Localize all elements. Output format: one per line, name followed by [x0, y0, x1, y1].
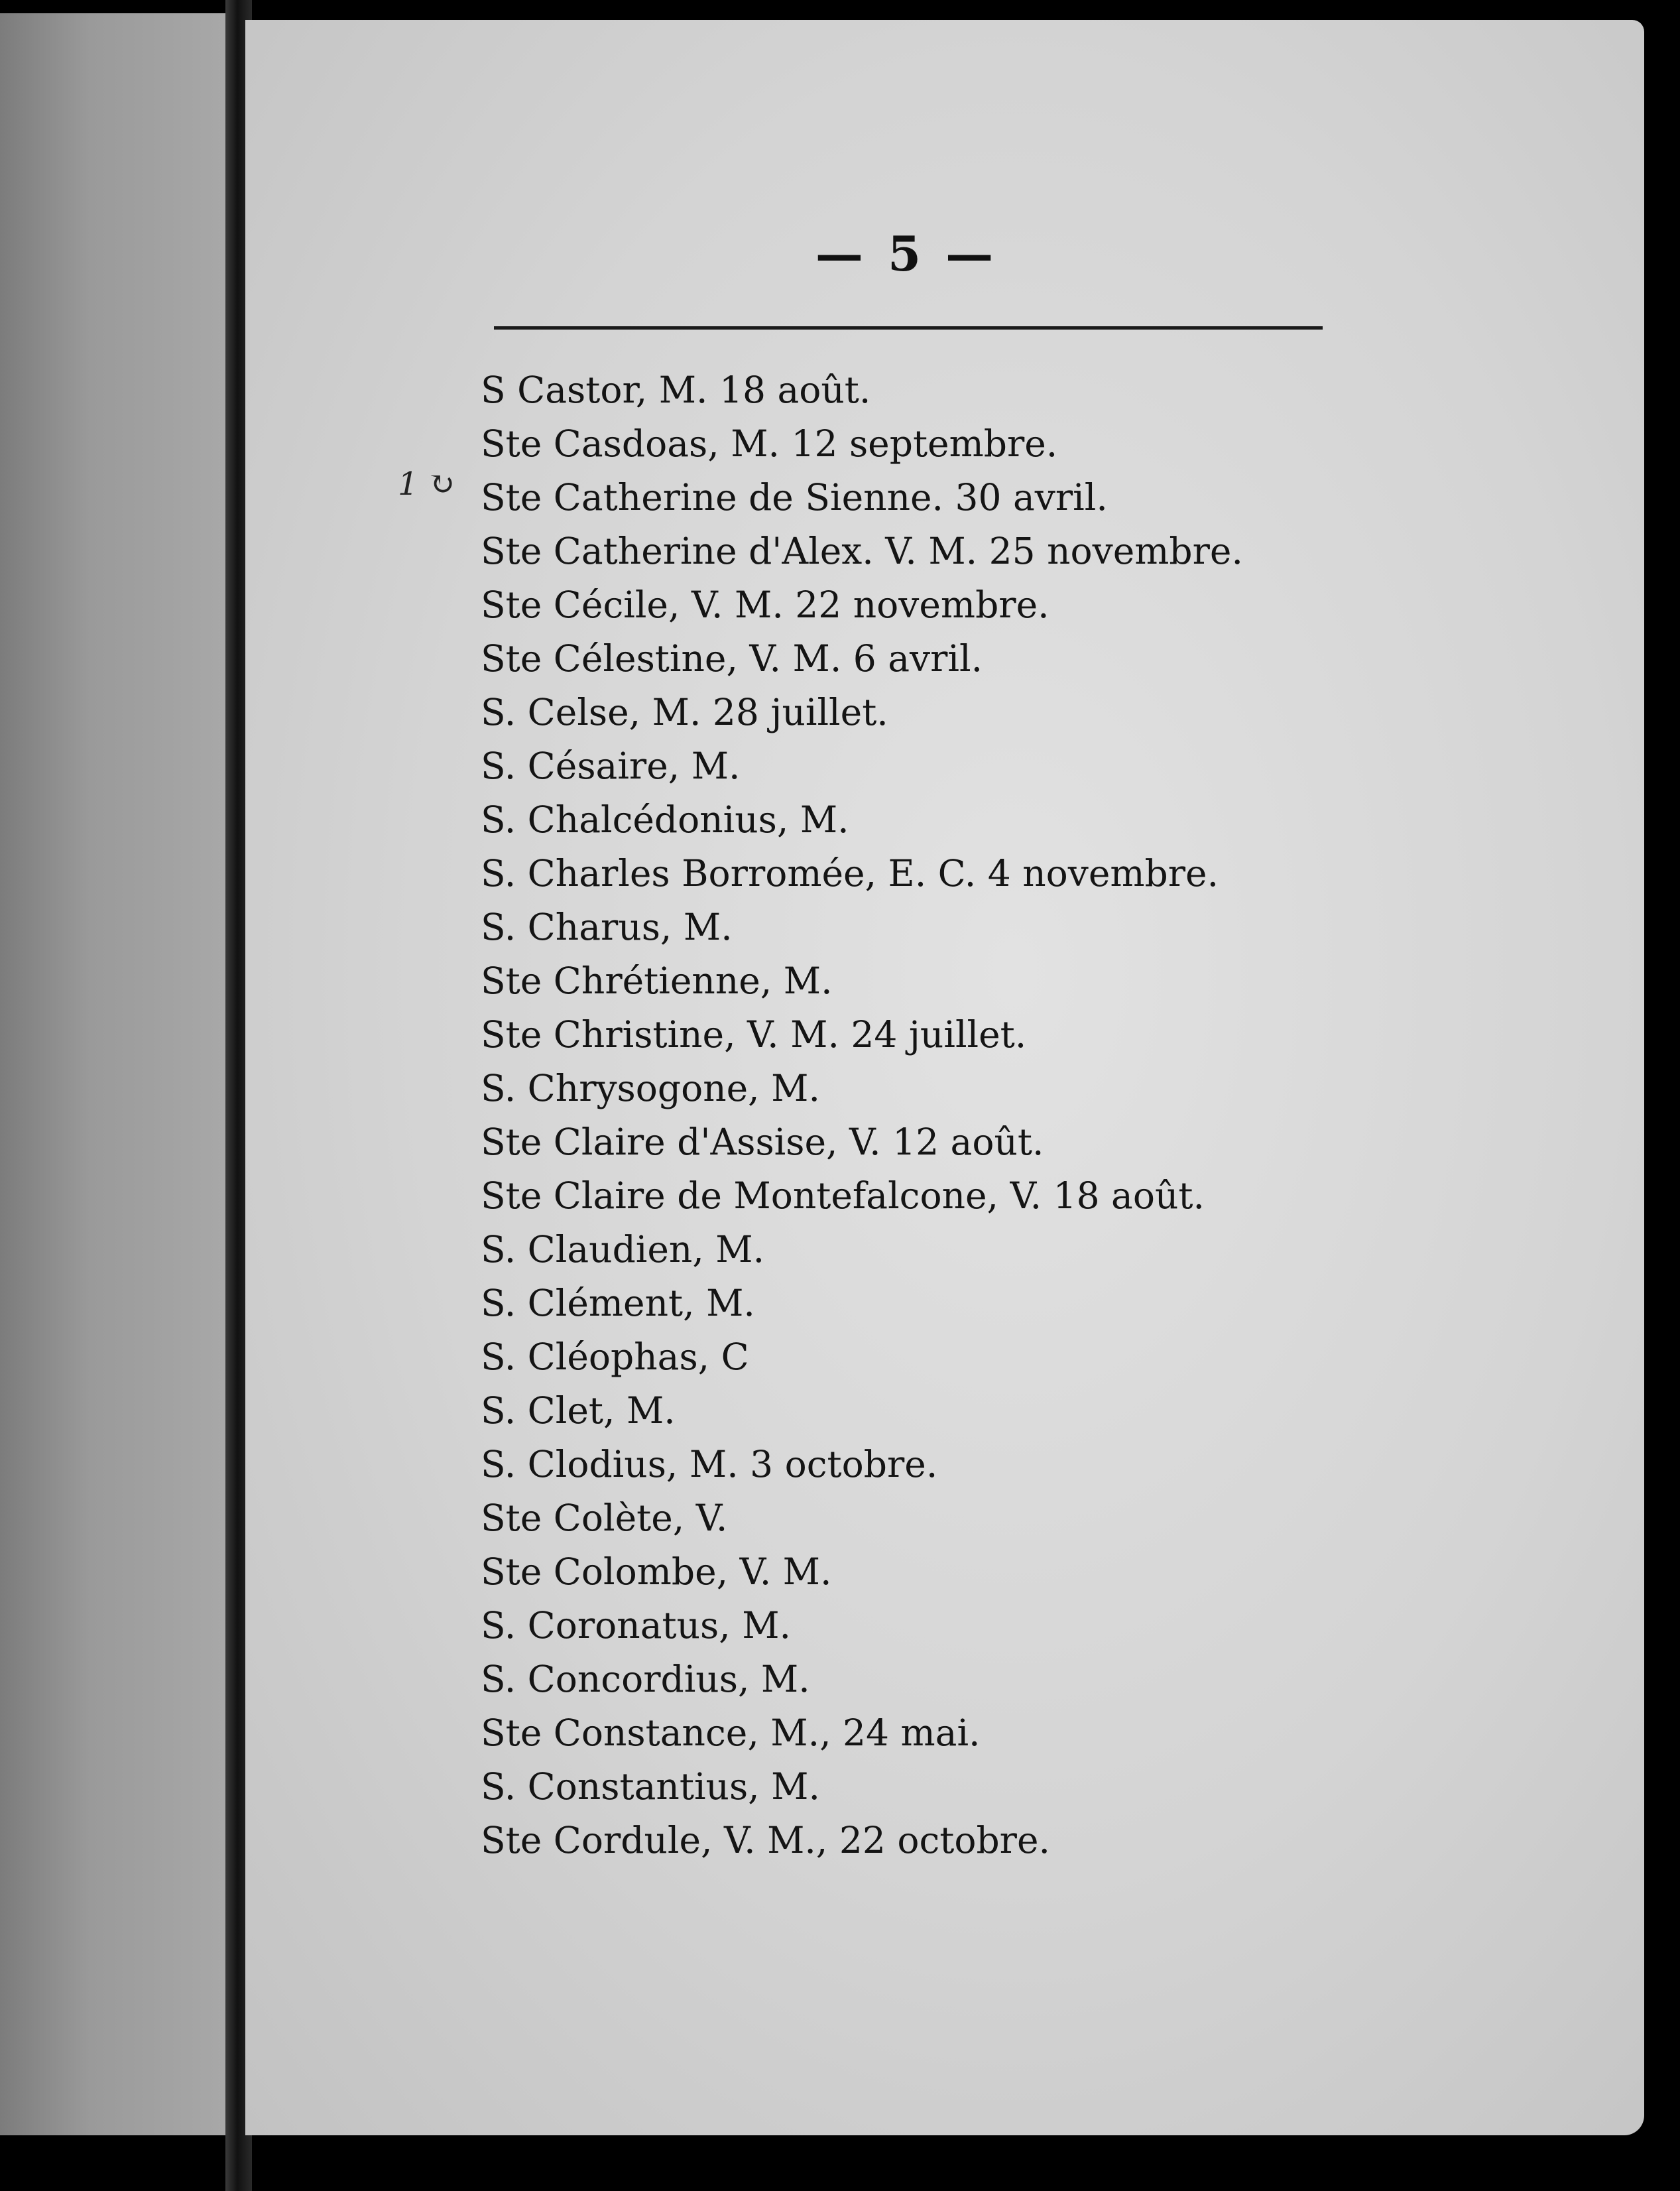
list-item: S. Charus, M.: [481, 906, 733, 948]
list-item: S. Claudien, M.: [481, 1228, 765, 1271]
saints-list: [481, 363, 1475, 1867]
list-item: Ste Colombe, V. M.: [481, 1550, 832, 1593]
list-item: Ste Cordule, V. M., 22 octobre.: [481, 1819, 1050, 1861]
list-item: S. Clodius, M. 3 octobre.: [481, 1443, 938, 1485]
list-item: S. Clet, M.: [481, 1389, 676, 1432]
list-item: Ste Célestine, V. M. 6 avril.: [481, 637, 983, 680]
list-item: S. Celse, M. 28 juillet.: [481, 691, 888, 733]
list-item: Ste Colète, V.: [481, 1497, 728, 1539]
list-item: Ste Casdoas, M. 12 septembre.: [481, 422, 1058, 465]
list-item: S. Constantius, M.: [481, 1765, 820, 1808]
list-item: S. Concordius, M.: [481, 1658, 810, 1700]
list-item: Ste Constance, M., 24 mai.: [481, 1712, 981, 1754]
list-item: Ste Catherine de Sienne. 30 avril.: [481, 476, 1108, 519]
list-item: S. Chrysogone, M.: [481, 1067, 820, 1109]
list-item: S. Chalcédonius, M.: [481, 798, 849, 841]
list-item: Ste Claire d'Assise, V. 12 août.: [481, 1121, 1044, 1163]
header-rule: [494, 326, 1323, 330]
list-item: Ste Catherine d'Alex. V. M. 25 novembre.: [481, 530, 1243, 572]
list-item: S Castor, M. 18 août.: [481, 369, 871, 411]
left-page-edge: [0, 13, 225, 2135]
page-number: — 5 —: [815, 225, 998, 282]
list-item: Ste Christine, V. M. 24 juillet.: [481, 1013, 1027, 1056]
list-item: S. Clément, M.: [481, 1282, 755, 1324]
handwritten-margin-note: 1 ↻: [398, 466, 455, 503]
list-item: Ste Cécile, V. M. 22 novembre.: [481, 584, 1050, 626]
list-item: S. Césaire, M.: [481, 745, 741, 787]
list-item: S. Cléophas, C: [481, 1336, 749, 1378]
list-item: Ste Chrétienne, M.: [481, 960, 833, 1002]
list-item: Ste Claire de Montefalcone, V. 18 août.: [481, 1174, 1205, 1217]
list-item: S. Charles Borromée, E. C. 4 novembre.: [481, 852, 1219, 895]
list-item: S. Coronatus, M.: [481, 1604, 792, 1647]
